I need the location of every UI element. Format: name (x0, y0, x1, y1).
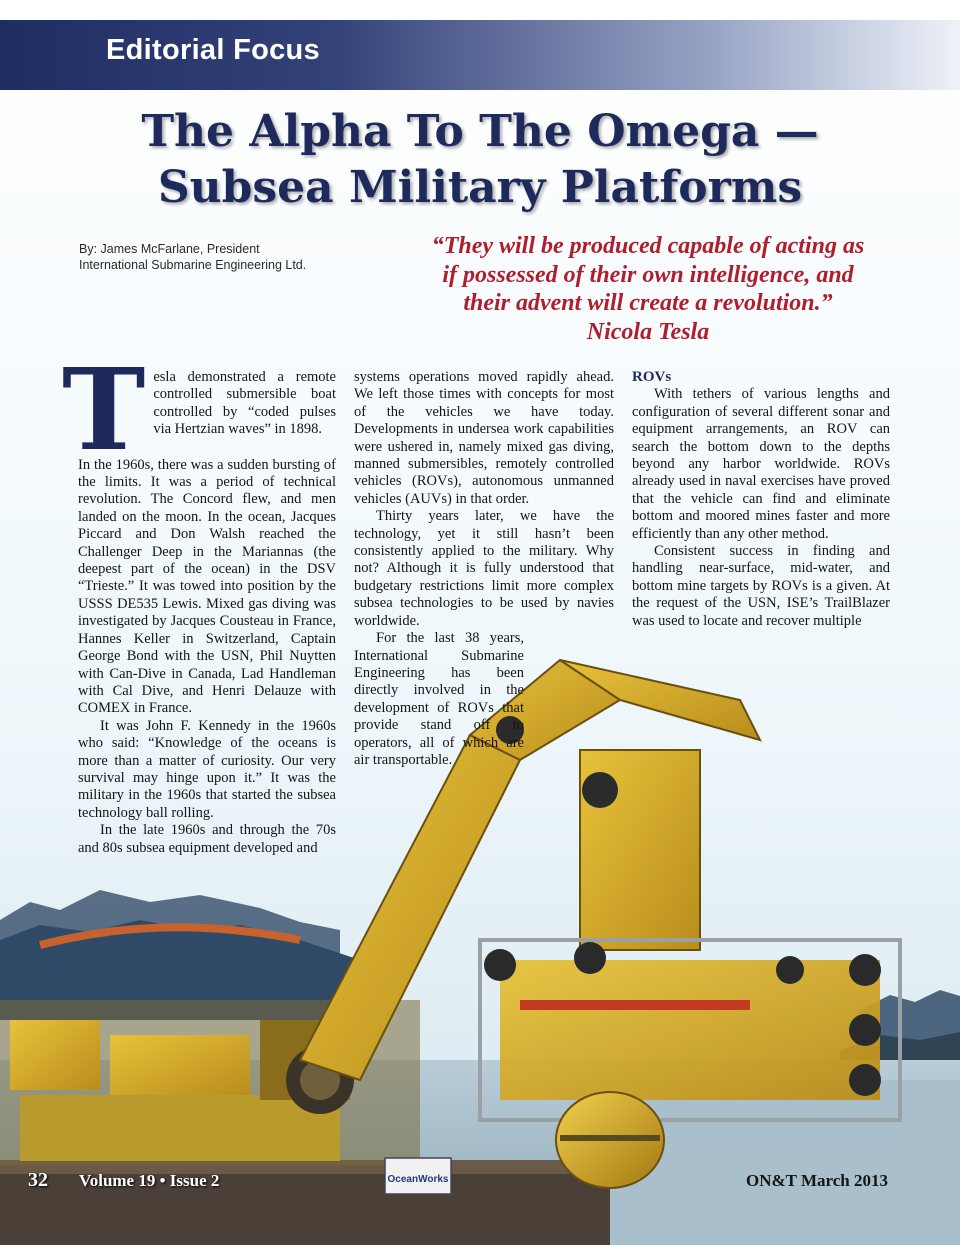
paragraph: With tethers of various lengths and configuration of several different sonar and equipment arrangements, an ROV can search the bottom down to the depths beyond any harbor worldwide. ROVs already used in naval exercises have proved that the vehicle can find and eliminate bottom and moored mines faster and more efficiently than any other method. (632, 386, 890, 542)
byline (79, 241, 306, 273)
drop-cap: T (62, 345, 146, 476)
issue-label: Volume 19 • Issue 2 (79, 1171, 220, 1190)
title-line-1: The Alpha To The Omega — (141, 106, 819, 157)
quote-author: Nicola Tesla (586, 318, 710, 345)
section-banner (0, 20, 960, 90)
paragraph: It was John F. Kennedy in the 1960s who said: “Knowledge of the oceans is more than a matter of curiosity. Our very survival may hinge upon it.” It was the military in the 1960s that started the subsea technology ball rolling. (78, 717, 336, 821)
byline-author: By: James McFarlane, President (79, 242, 260, 256)
byline-company: International Submarine Engineering Ltd. (79, 258, 307, 272)
quote-line-3: their advent will create a revolution.” (463, 290, 833, 316)
title-line-2: Subsea Military Platforms (157, 162, 803, 213)
magazine-date: ON&T March 2013 (746, 1171, 888, 1190)
article-title (60, 104, 900, 216)
column-3 (632, 369, 890, 630)
paragraph: systems operations moved rapidly ahead. We left those times with concepts for most of the vehicles we have today. Developments in undersea work capabilities were ushered in, namely mixed gas diving, manned submersibles, remotely controlled vehicles (ROVs), autonomous unmanned vehicles (AUVs) in that order. (354, 369, 614, 507)
quote-line-2: if possessed of their own intelligence, and (442, 261, 854, 288)
paragraph: Consistent success in finding and handling near-surface, mid-water, and bottom mine targets by ROVs is a given. At the request of the USN, ISE’s TrailBlazer was used to locate and recover multiple (632, 543, 890, 629)
pull-quote (410, 232, 886, 346)
oceanworks-logo: OceanWorks (387, 1174, 449, 1185)
paragraph: For the last 38 years, International Submarine Engineering has been directly involved in the development of ROVs that provide stand off to operators, all of which are air transportable. (354, 630, 524, 768)
section-title: Editorial Focus (106, 34, 320, 66)
paragraph: In the late 1960s and through the 70s and 80s subsea equipment developed and (78, 822, 336, 856)
quote-line-1: “They will be produced capable of acting as (431, 233, 865, 259)
column-2 (354, 369, 614, 769)
section-heading-rovs: ROVs (632, 369, 672, 385)
paragraph: esla demonstrated a remote controlled submersible boat controlled by “coded pulses via Hertzian waves” in 1898. (153, 369, 336, 438)
paragraph: In the 1960s, there was a sudden bursting of the limits. It was a period of technical revolution. The Concord flew, and men landed on the moon. In the ocean, Jacques Piccard and Don Walsh reached the Challenger Deep in the Mariannas (the deepest part of the ocean) in the DSV “Trieste.” It was towed into position by the USSS DE535 Lewis. Mixed gas diving was investigated by Jacques Cousteau in France, Hannes Keller in Switzerland, Captain George Bond with the USN, Phil Nuytten with Can-Dive in Canada, Lad Handleman with Cal Dive, and Henri Delauze with COMEX in France. (78, 456, 336, 717)
page-footer (0, 1165, 960, 1197)
page-number: 32 (28, 1169, 48, 1191)
paragraph: Thirty years later, we have the technology, yet it still hasn’t been consistently applied to the military. Why not? Although it is fully understood that budgetary restrictions limit more complex subsea technologies to be used by navies worldwide. (354, 508, 614, 629)
column-1 (62, 345, 336, 857)
